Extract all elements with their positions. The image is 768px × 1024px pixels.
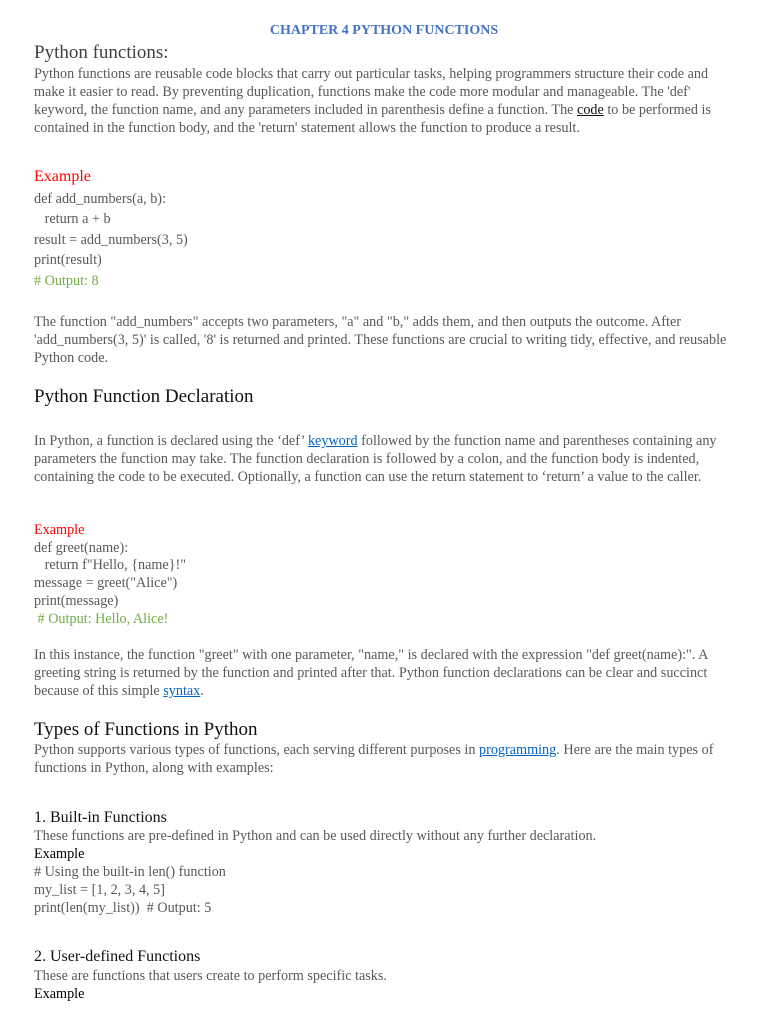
explanation-paragraph-1: The function "add_numbers" accepts two parameters, "a" and "b," adds them, and then outputs the outcome. After 'add_numbers(3, 5)' is called, '8' is returned and printed. These functions are crucial to writing tidy, effective, and reusable Python code. <box>34 314 727 366</box>
section-heading-types: Types of Functions in Python <box>34 719 258 740</box>
intro-paragraph <box>34 65 734 137</box>
code-line: def add_numbers(a, b): <box>34 191 166 207</box>
example-label-3: Example <box>34 846 85 862</box>
code-link[interactable]: code <box>577 102 604 118</box>
code-line: print(len(my_list)) # Output: 5 <box>34 900 212 916</box>
chapter-title: CHAPTER 4 PYTHON FUNCTIONS <box>269 23 499 38</box>
example-label-2: Example <box>34 522 85 538</box>
syntax-link[interactable]: syntax <box>163 683 201 699</box>
example-label-1: Example <box>34 168 91 185</box>
section-heading-declaration: Python Function Declaration <box>34 386 254 407</box>
code-line: message = greet("Alice") <box>34 575 178 591</box>
code-line: # Using the built-in len() function <box>34 864 226 880</box>
keyword-link[interactable]: keyword <box>307 433 358 449</box>
code-line: return f"Hello, {name}!" <box>34 557 187 573</box>
code-line: print(result) <box>34 252 102 268</box>
user-defined-functions-heading: 2. User-defined Functions <box>34 948 201 965</box>
code-line: return a + b <box>34 211 111 227</box>
explanation-text-before: In this instance, the function "greet" with one parameter, "name," is declared with the expression "def greet(name):". A greeting string is returned by the function and printed after that. Python function declarations can be clear and succinct because of this simple <box>34 647 708 699</box>
builtin-functions-heading: 1. Built-in Functions <box>34 809 167 826</box>
intro-text-after: to be performed is contained in the function body, and the 'return' statement allows the function to produce a result. <box>34 102 711 136</box>
types-text-before: Python supports various types of functions, each serving different purposes in <box>34 742 479 758</box>
intro-text-before: Python functions are reusable code blocks that carry out particular tasks, helping programmers structure their code and make it easier to read. By preventing duplication, functions make the code more modular and manageable. The 'def' keyword, the function name, and any parameters included in parenthesis define a function. The <box>34 66 709 118</box>
types-text-after: . Here are the main types of functions in Python, along with examples: <box>34 742 714 776</box>
declaration-text-before: In Python, a function is declared using the ‘def’ <box>34 433 308 449</box>
explanation-paragraph-2 <box>34 646 734 700</box>
code-line: print(message) <box>34 593 119 609</box>
example-label-4: Example <box>34 986 85 1002</box>
code-line: my_list = [1, 2, 3, 4, 5] <box>34 882 165 898</box>
section-heading-python-functions: Python functions: <box>34 42 169 63</box>
user-defined-functions-description: These are functions that users create to perform specific tasks. <box>34 968 387 984</box>
declaration-paragraph <box>34 432 734 486</box>
declaration-text-after: followed by the function name and parentheses containing any parameters the function may take. The function declaration is followed by a colon, and the function body is indented, containing the code to be executed. Optionally, a function can use the return statement to ‘return’ a value to the caller. <box>34 433 717 485</box>
builtin-functions-description: These functions are pre-defined in Python and can be used directly without any further declaration. <box>34 828 597 844</box>
output-comment-1: # Output: 8 <box>34 273 99 289</box>
output-comment-2: # Output: Hello, Alice! <box>34 611 169 627</box>
types-paragraph <box>34 741 734 777</box>
programming-link[interactable]: programming <box>479 742 557 758</box>
code-line: result = add_numbers(3, 5) <box>34 232 188 248</box>
explanation-text-after: . <box>200 683 204 699</box>
code-line: def greet(name): <box>34 540 129 556</box>
